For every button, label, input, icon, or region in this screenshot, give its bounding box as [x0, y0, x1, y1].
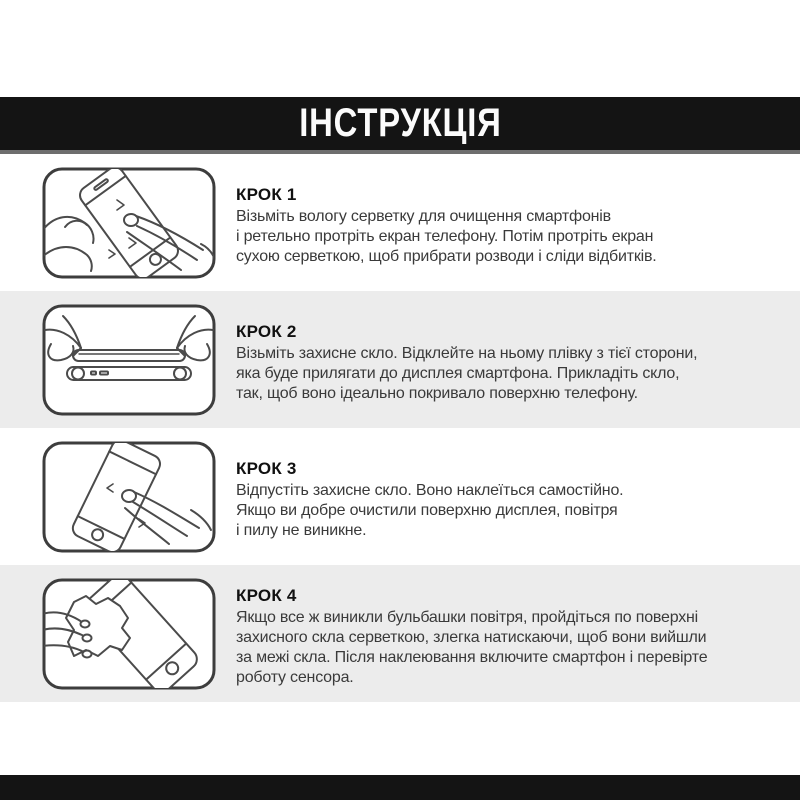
- step-3-line-1: Відпустіть захисне скло. Воно наклеїться самостійно.: [236, 482, 624, 499]
- glass-outline: [73, 350, 185, 361]
- step-4-section: [0, 565, 800, 702]
- header-banner: [0, 97, 800, 150]
- step-4-line-2: захисного скла серветкою, злегка натискаючи, щоб вони вийшли: [236, 629, 707, 646]
- step-2-section: [0, 291, 800, 428]
- press-glass-illustration-icon: [40, 439, 218, 555]
- step-3-text: [236, 452, 781, 541]
- step-2-text: [236, 315, 781, 404]
- step-1-line-2: і ретельно протріть екран телефону. Потім протріть екран: [236, 228, 654, 245]
- step-2-line-1: Візьміть захисне скло. Відклейте на ньому плівку з тієї сторони,: [236, 345, 698, 362]
- step-4-line-4: роботу сенсора.: [236, 669, 354, 686]
- step-1-line-1: Візьміть вологу серветку для очищення смартфонів: [236, 208, 611, 225]
- step-4-label: КРОК 4: [236, 586, 297, 605]
- wipe-phone-illustration-icon: [40, 165, 218, 281]
- steps-list: [0, 154, 800, 702]
- step-4-line-1: Якщо все ж виникли бульбашки повітря, пройдіться по поверхні: [236, 609, 699, 626]
- step-2-line-3: так, щоб воно ідеально покривало поверхню телефону.: [236, 385, 638, 402]
- step-1-text: [236, 178, 781, 267]
- step-3-label: КРОК 3: [236, 459, 297, 478]
- hold-glass-illustration-icon: [40, 302, 218, 418]
- step-2-line-2: яка буде прилягати до дисплея смартфона. Прикладіть скло,: [236, 365, 680, 382]
- step-1-line-3: сухою серветкою, щоб прибрати розводи і сліди відбитків.: [236, 248, 657, 265]
- step-1-illustration: [40, 165, 218, 281]
- footer-banner: [0, 775, 800, 800]
- phone-outline: [67, 367, 191, 380]
- step-3-line-3: і пилу не виникне.: [236, 522, 367, 539]
- step-4-illustration: [40, 576, 218, 692]
- step-3-section: [0, 428, 800, 565]
- step-4-text: [236, 579, 781, 688]
- step-2-illustration: [40, 302, 218, 418]
- step-3-illustration: [40, 439, 218, 555]
- step-2-label: КРОК 2: [236, 322, 297, 341]
- step-1-label: КРОК 1: [236, 185, 297, 204]
- step-1-section: [0, 154, 800, 291]
- smooth-bubbles-illustration-icon: [40, 576, 218, 692]
- step-3-line-2: Якщо ви добре очистили поверхню дисплея, повітря: [236, 502, 618, 519]
- top-margin: [0, 0, 800, 97]
- step-4-line-3: за межі скла. Після наклеювання включите смартфон і перевірте: [236, 649, 708, 666]
- page-title: ІНСТРУКЦІЯ: [298, 101, 502, 145]
